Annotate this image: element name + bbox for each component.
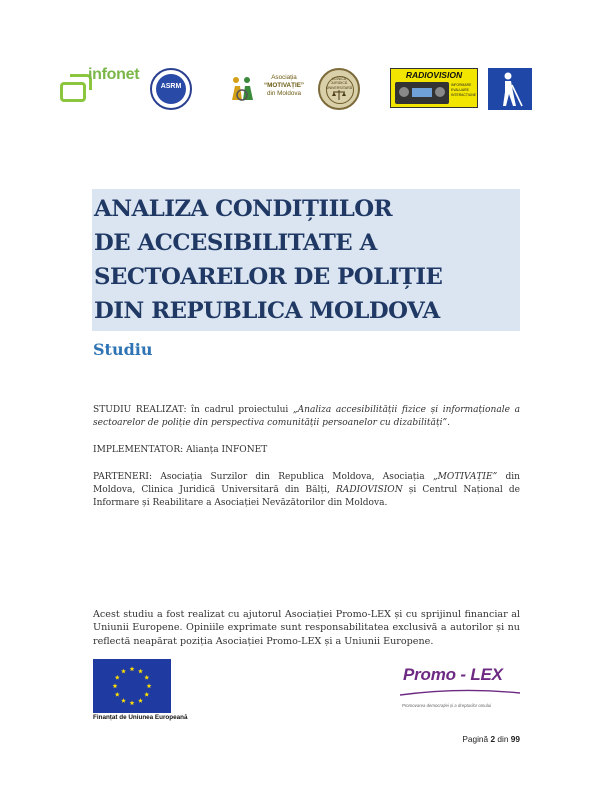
partners-text-3: și Centrul Național de Informare și Reabilitare a Asociației Nevăzătorilor din Moldova. bbox=[93, 485, 520, 509]
motivatie-figures-icon bbox=[228, 74, 256, 102]
promo-lex-swoosh-icon bbox=[400, 689, 520, 697]
page-middle: din bbox=[495, 734, 511, 744]
promo-lex-logo bbox=[400, 665, 522, 717]
implementer-value: Alianța INFONET bbox=[183, 445, 268, 455]
title-line: ANALIZA CONDIȚIILOR bbox=[94, 196, 393, 222]
radio-device-icon bbox=[395, 82, 449, 104]
eu-star-icon bbox=[130, 700, 135, 705]
scales-of-justice-icon bbox=[332, 90, 346, 100]
eu-star-icon bbox=[121, 669, 126, 674]
study-text-before: în cadrul proiectului bbox=[186, 405, 293, 415]
motivatie-logo bbox=[228, 70, 310, 106]
clinica-logo-text bbox=[322, 77, 356, 90]
project-title: „Analiza accesibilității fizice și informaționale a sectoarelor de poliție din perspectiva comunității persoanelor cu dizabilități” bbox=[93, 405, 520, 429]
title-line: DE ACCESIBILITATE A bbox=[94, 230, 377, 256]
eu-star-icon bbox=[138, 698, 143, 703]
radiovision-small-line-2: EVALUARE bbox=[451, 88, 469, 92]
partners-motivatie: „MOTIVAȚIE” bbox=[432, 472, 498, 482]
asrm-logo bbox=[150, 68, 192, 110]
blind-person-logo bbox=[488, 68, 532, 110]
page-number bbox=[450, 734, 520, 744]
infonet-logo bbox=[58, 64, 146, 106]
eu-star-icon bbox=[113, 683, 118, 688]
motivatie-line-1: Asociația bbox=[271, 74, 297, 81]
study-paragraph bbox=[93, 404, 520, 430]
study-text-after: . bbox=[447, 418, 450, 429]
eu-star-icon bbox=[144, 692, 149, 697]
clinica-juridica-logo bbox=[318, 68, 360, 110]
motivatie-logo-text bbox=[256, 74, 312, 98]
page-prefix: Pagină bbox=[462, 734, 491, 744]
eu-star-icon bbox=[144, 675, 149, 680]
eu-star-icon bbox=[115, 692, 120, 697]
partners-paragraph bbox=[93, 471, 520, 511]
radio-display bbox=[412, 88, 432, 97]
motivatie-line-3: din Moldova bbox=[267, 90, 301, 97]
eu-star-icon bbox=[138, 669, 143, 674]
infonet-logo-text: infonet bbox=[88, 66, 140, 83]
motivatie-line-2: “MOTIVAȚIE” bbox=[263, 82, 305, 89]
implementer-paragraph bbox=[93, 444, 520, 457]
eu-caption: Finanțat de Uniunea Europeană bbox=[93, 714, 188, 721]
blind-person-with-cane-icon bbox=[488, 68, 532, 110]
radio-speaker-left bbox=[399, 87, 409, 97]
clinica-line-1: CLINICA bbox=[331, 77, 347, 81]
title-line: DIN REPUBLICA MOLDOVA bbox=[94, 298, 440, 324]
partners-text-1: Asociația Surzilor din Republica Moldova, Asociația bbox=[152, 472, 433, 482]
partners-text-2: din Moldova, Clinica Juridică Universitară din Bălți, bbox=[93, 472, 520, 496]
radiovision-logo-text: RADIOVISION bbox=[405, 70, 463, 80]
radiovision-small-line-1: INFORMARE bbox=[451, 83, 472, 87]
funding-disclaimer: Acest studiu a fost realizat cu ajutorul Asociației Promo-LEX și cu sprijinul financiar al Uniunii Europene. Opiniile exprimate sunt responsabilitatea exclusivă a autorilor și nu reflectă neapărat poziția Asociației Promo-LEX și a Uniunii Europene. bbox=[93, 609, 520, 647]
asrm-logo-text: ASRM bbox=[160, 83, 182, 90]
clinica-line-3: UNIVERSITARĂ bbox=[325, 85, 353, 90]
promo-lex-name: Promo - LEX bbox=[403, 665, 503, 684]
page-total: 99 bbox=[510, 734, 520, 744]
eu-star-icon bbox=[130, 666, 135, 671]
page-current: 2 bbox=[490, 734, 496, 744]
radiovision-small-text bbox=[451, 83, 477, 98]
eu-star-icon bbox=[115, 675, 120, 680]
partners-radiovision: RADIOVISION bbox=[335, 485, 403, 496]
eu-star-icon bbox=[121, 698, 126, 703]
eu-flag-logo bbox=[93, 659, 171, 713]
title-line: SECTOARELOR DE POLIȚIE bbox=[94, 264, 443, 290]
document-title bbox=[94, 192, 518, 328]
radio-speaker-right bbox=[435, 87, 445, 97]
document-subtitle: Studiu bbox=[93, 340, 153, 359]
promo-lex-tagline: Promovarea democrației și a drepturilor omului bbox=[402, 703, 492, 708]
radiovision-small-line-3: INTERACȚIUNE bbox=[451, 93, 477, 97]
clinica-line-2: JURIDICĂ bbox=[330, 81, 348, 86]
eu-star-icon bbox=[147, 683, 152, 688]
partners-label: PARTENERI: bbox=[93, 472, 153, 482]
implementer-label: IMPLEMENTATOR: bbox=[93, 445, 184, 455]
study-label: STUDIU REALIZAT: bbox=[93, 405, 187, 415]
radiovision-logo bbox=[390, 68, 478, 108]
eu-stars-icon bbox=[93, 659, 171, 713]
